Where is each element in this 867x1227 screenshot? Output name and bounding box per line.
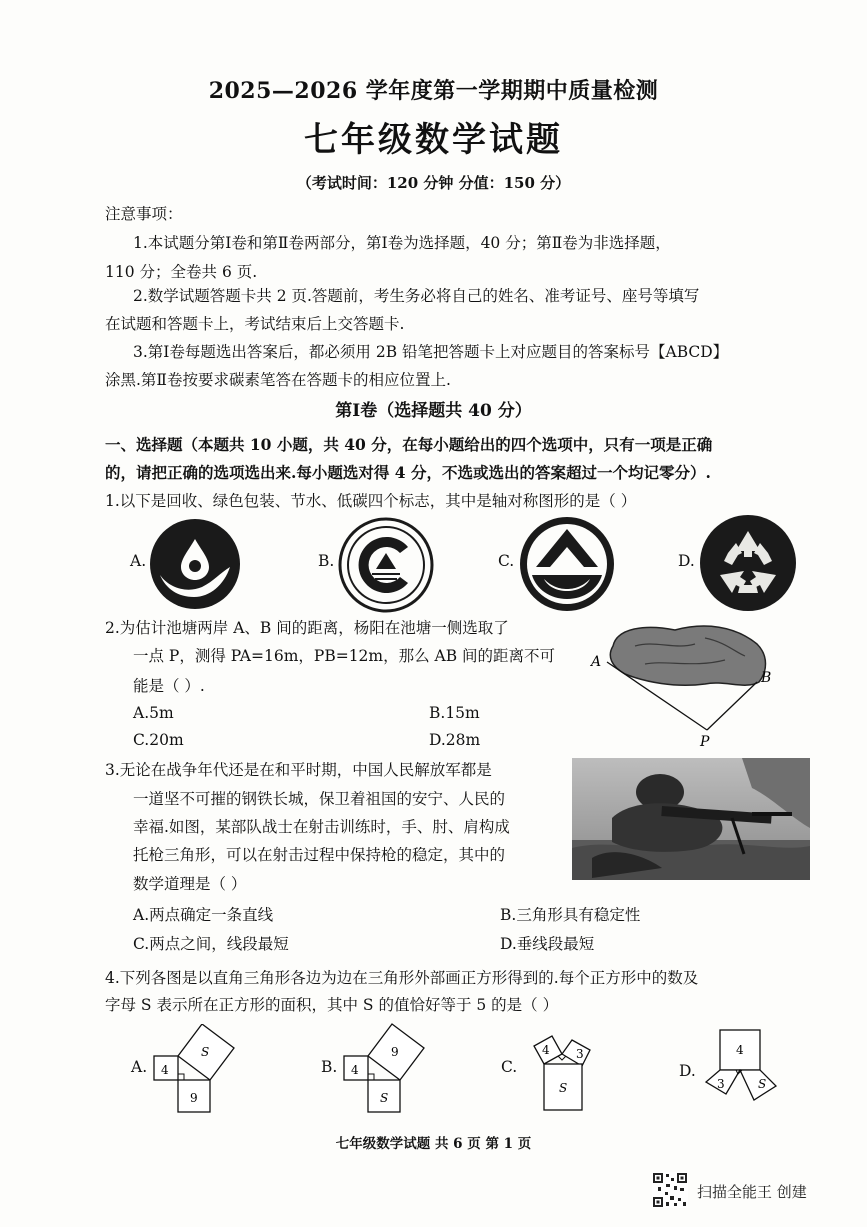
section-1-title: 第Ⅰ卷（选择题共 40 分） bbox=[335, 401, 532, 421]
q4-option-c-label: C. bbox=[501, 1058, 518, 1076]
page-title: 七年级数学试题 bbox=[304, 120, 563, 160]
q1-option-b-label: B. bbox=[318, 552, 335, 570]
q2-option-c: C.20m bbox=[133, 731, 184, 749]
fig-a-bottom-value: 9 bbox=[190, 1091, 198, 1105]
fig-c-left-value: 4 bbox=[542, 1043, 550, 1057]
q3-stem-line-3: 幸福.如图，某部队战士在射击训练时，手、肘、肩构成 bbox=[133, 818, 510, 836]
q2-stem-line-1: 2.为估计池塘两岸 A、B 间的距离，杨阳在池塘一侧选取了 bbox=[105, 619, 509, 637]
fig-d-right-value: S bbox=[758, 1077, 767, 1091]
fig-b-top-value: 9 bbox=[391, 1045, 399, 1059]
q1-option-a-label: A. bbox=[130, 552, 147, 570]
notes-heading: 注意事项： bbox=[105, 205, 183, 223]
pond-diagram bbox=[585, 616, 785, 751]
soldier-shooting-photo bbox=[572, 758, 810, 880]
fig-a-top-value: S bbox=[201, 1045, 210, 1059]
section-1-intro-line-2: 的，请把正确的选项选出来.每小题选对得 4 分，不选或选出的答案超过一个均记零分）. bbox=[105, 463, 711, 482]
water-saving-logo-icon bbox=[148, 517, 242, 611]
qr-code-icon bbox=[652, 1172, 688, 1208]
fig-c-bottom-value: S bbox=[559, 1081, 568, 1095]
fig-b-left-value: 4 bbox=[351, 1063, 359, 1077]
section-1-intro-line-1: 一、选择题（本题共 10 小题，共 40 分，在每小题给出的四个选项中，只有一项是正确 bbox=[105, 435, 713, 454]
q3-stem-line-1: 3.无论在战争年代还是在和平时期，中国人民解放军都是 bbox=[105, 761, 492, 779]
note-3-line-1: 3.第Ⅰ卷每题选出答案后，都必须用 2B 铅笔把答题卡上对应题目的答案标号【ABCD】 bbox=[133, 343, 729, 361]
fig-b-bottom-value: S bbox=[380, 1091, 389, 1105]
q3-stem-line-2: 一道坚不可摧的钢铁长城，保卫着祖国的安宁、人民的 bbox=[133, 790, 506, 808]
point-b-label: B bbox=[761, 670, 772, 686]
q2-option-d: D.28m bbox=[429, 731, 481, 749]
fig-a-left-value: 4 bbox=[161, 1063, 169, 1077]
q4-figure-b bbox=[340, 1022, 430, 1114]
q4-figure-c bbox=[524, 1028, 606, 1116]
q4-stem-line-2: 字母 S 表示所在正方形的面积，其中 S 的值恰好等于 5 的是（ ） bbox=[105, 996, 559, 1014]
q4-figure-a bbox=[150, 1024, 240, 1116]
q3-option-d: D.垂线段最短 bbox=[500, 935, 595, 953]
q1-option-d-label: D. bbox=[678, 552, 695, 570]
q4-figure-d bbox=[700, 1024, 792, 1116]
q4-option-a-label: A. bbox=[131, 1058, 148, 1076]
point-a-label: A bbox=[591, 654, 602, 670]
q3-option-b: B.三角形具有稳定性 bbox=[500, 906, 641, 924]
note-2-line-2: 在试题和答题卡上，考试结束后上交答题卡. bbox=[105, 315, 405, 333]
q4-option-d-label: D. bbox=[679, 1062, 696, 1080]
q2-stem-line-2: 一点 P，测得 PA=16m，PB=12m，那么 AB 间的距离不可 bbox=[133, 647, 556, 665]
q1-option-c-label: C. bbox=[498, 552, 515, 570]
q3-stem-line-4: 托枪三角形，可以在射击过程中保持枪的稳定，其中的 bbox=[133, 846, 506, 864]
fig-d-left-value: 3 bbox=[717, 1077, 725, 1091]
q2-option-b: B.15m bbox=[429, 704, 480, 722]
green-packaging-logo-icon bbox=[338, 517, 434, 613]
note-3-line-2: 涂黑.第Ⅱ卷按要求碳素笔答在答题卡的相应位置上. bbox=[105, 371, 451, 389]
point-p-label: P bbox=[700, 734, 710, 750]
q1-stem: 1.以下是回收、绿色包装、节水、低碳四个标志，其中是轴对称图形的是（ ） bbox=[105, 492, 637, 510]
q3-option-c: C.两点之间，线段最短 bbox=[133, 935, 289, 953]
fig-c-right-value: 3 bbox=[576, 1047, 584, 1061]
note-2-line-1: 2.数学试题答题卡共 2 页.答题前，考生务必将自己的姓名、准考证号、座号等填写 bbox=[133, 287, 700, 305]
q4-stem-line-1: 4.下列各图是以直角三角形各边为边在三角形外部画正方形得到的.每个正方形中的数及 bbox=[105, 969, 699, 987]
q2-stem-line-3: 能是（ ）. bbox=[133, 677, 205, 695]
recycling-logo-icon bbox=[698, 513, 798, 613]
q2-option-a: A.5m bbox=[133, 704, 174, 722]
low-carbon-logo-icon bbox=[518, 515, 616, 613]
exam-session-title: 2025—2026 学年度第一学期期中质量检测 bbox=[208, 78, 659, 104]
note-1-line-2: 110 分；全卷共 6 页. bbox=[105, 263, 258, 281]
q4-option-b-label: B. bbox=[321, 1058, 338, 1076]
note-1-line-1: 1.本试题分第Ⅰ卷和第Ⅱ卷两部分，第Ⅰ卷为选择题，40 分；第Ⅱ卷为非选择题， bbox=[133, 234, 671, 252]
q3-option-a: A.两点确定一条直线 bbox=[133, 906, 274, 924]
q3-stem-line-5: 数学道理是（ ） bbox=[133, 875, 247, 893]
exam-meta: （考试时间：120 分钟 分值：150 分） bbox=[296, 174, 571, 192]
fig-d-top-value: 4 bbox=[736, 1043, 744, 1057]
scanner-watermark: 扫描全能王 创建 bbox=[697, 1183, 807, 1201]
page-footer: 七年级数学试题 共 6 页 第 1 页 bbox=[335, 1136, 532, 1152]
